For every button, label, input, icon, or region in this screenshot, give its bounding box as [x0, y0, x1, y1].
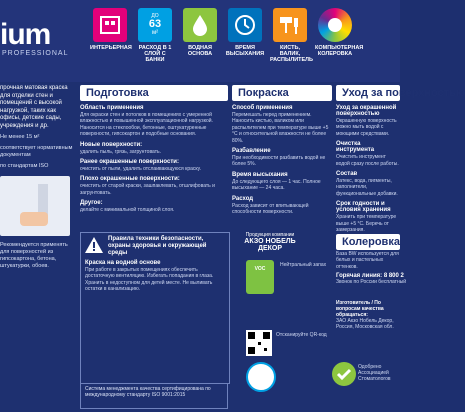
- care-section: [336, 85, 465, 234]
- feature-label: КОМПЬЮТЕРНАЯ КОЛЕРОВКА: [315, 45, 364, 57]
- brand-logo: ium: [0, 18, 51, 51]
- feature-label: ВОДНАЯ ОСНОВА: [187, 45, 213, 57]
- prep-bad-text: очистить от старой краски, зашпаклевать, отшлифовать и загрунтовать.: [80, 183, 215, 196]
- paint-method-text: Перемешать перед применением. Наносить кистью, валиком или распылителем при температуре выше +5 °С и относительной влажности не более 80%.: [232, 112, 329, 144]
- paint-dry-text: До следующего слоя — 1 час. Полное высыхание — 24 часа.: [232, 178, 321, 192]
- hotline-note: Звонок по России бесплатный: [336, 279, 407, 286]
- feature-label: ВРЕМЯ ВЫСЫХАНИЯ: [225, 45, 265, 57]
- qr-text: Отсканируйте QR-код: [276, 332, 327, 338]
- award-label: Одобрено Ассоциацией Стоматологов: [358, 364, 391, 382]
- paint-title: Покраска: [232, 85, 332, 101]
- water-icon: [183, 8, 217, 42]
- coverage-note: Не менее 15 м²: [0, 134, 40, 140]
- prep-old-heading: Ранее окрашенные поверхности:: [80, 159, 179, 166]
- brand-subtitle: PROFESSIONAL: [2, 50, 69, 57]
- feature-label: РАСХОД В 1 СЛОЙ С БАНКИ: [138, 45, 172, 63]
- feature-icons: [90, 8, 400, 80]
- hotline-label: Горячая линия:: [336, 273, 383, 280]
- feature-water: [180, 8, 220, 57]
- coverage-value: 63: [148, 18, 162, 30]
- dry-time-icon: [228, 8, 262, 42]
- care-title: Уход за поверхностью: [336, 85, 400, 101]
- safety-box: [80, 232, 230, 384]
- feature-tinting: [315, 8, 364, 57]
- tint-title: Колеровка: [336, 234, 400, 250]
- prep-other-text: делайте с минимальной толщиной слоя.: [80, 207, 175, 214]
- feature-interior: [90, 8, 130, 51]
- iso-cert: Система менеджмента качества сертифицирована по международному стандарту ISO 9001:2015: [80, 383, 228, 409]
- care-h2: Очистка инструмента: [336, 141, 375, 154]
- tint-section: [336, 234, 407, 286]
- prep-other-heading: Другое:: [80, 200, 103, 207]
- product-description: прочная матовая краска для отделки стен и помещений с высокой нагрузкой, таких как офисы, детские сады, учреждения и др.: [0, 85, 68, 129]
- contacts-text: ЗАО Акзо Нобель Декор, Россия, Московская обл.: [336, 318, 394, 330]
- care-h1: Уход за окрашенной поверхностью: [336, 105, 397, 117]
- tint-text: База BW используется для белых и пастельных оттенков.: [336, 251, 399, 270]
- care-t3: Латекс, вода, пигменты, наполнители, функциональные добавки.: [336, 178, 398, 197]
- usage-note: Рекомендуется применять для поверхностей из гипсокартона, бетона, штукатурки, обоев.: [0, 242, 68, 269]
- care-t2: Очистить инструмент водой сразу после работы.: [336, 154, 399, 167]
- feature-tools: [270, 8, 313, 63]
- prep-section: [80, 85, 228, 214]
- award-seal: [246, 362, 276, 392]
- care-h3: Состав: [336, 171, 358, 178]
- paint-use-heading: Расход: [232, 195, 254, 202]
- tools-icon: [273, 8, 307, 42]
- feature-label: ИНТЕРЬЕРНАЯ: [90, 45, 132, 51]
- paint-dilute-heading: Разбавление: [232, 148, 271, 155]
- paint-use-text: Расход зависит от впитывающей способности поверхности.: [232, 202, 309, 216]
- iso-note: по стандартам ISO: [0, 163, 49, 169]
- tinting-icon: [318, 8, 352, 42]
- application-photo: [0, 176, 70, 236]
- voc-badge: [246, 260, 274, 294]
- coverage-icon: ДО 63 м²: [138, 8, 172, 42]
- safety-title: Правила техники безопасности, охраны здоровья и окружающей среды: [108, 236, 207, 256]
- voc-text: Нейтральный запах: [280, 262, 327, 268]
- contacts: [336, 300, 400, 330]
- safety-subtitle: Краска на водной основе: [85, 260, 161, 266]
- prep-old-text: очистить от пыли, удалить отслаивающуюся краску.: [80, 166, 202, 173]
- producer-brand2: ДЕКОР: [257, 245, 283, 252]
- feature-label: КИСТЬ, ВАЛИК, РАСПЫЛИТЕЛЬ: [270, 45, 313, 63]
- approved-badge: [330, 360, 358, 400]
- care-h4: Срок годности и условия хранения: [336, 201, 391, 214]
- producer-block: [240, 232, 300, 252]
- header: [0, 0, 400, 82]
- prep-area-heading: Область применения: [80, 105, 144, 111]
- interior-icon: [93, 8, 127, 42]
- paint-dry-heading: Время высыхания: [232, 171, 288, 178]
- paint-method-heading: Способ применения: [232, 105, 293, 111]
- coverage-unit: м²: [151, 30, 159, 36]
- producer-line: Продукция компании: [245, 232, 295, 238]
- voc-label: VOC: [254, 266, 266, 272]
- paint-section: [232, 85, 332, 215]
- prep-title: Подготовка: [80, 85, 228, 101]
- prep-new-heading: Новые поверхности:: [80, 141, 143, 148]
- feature-drytime: [225, 8, 265, 57]
- producer-brand: АКЗО НОБЕЛЬ: [244, 238, 296, 245]
- hotline-number[interactable]: 8 800 2: [383, 273, 404, 280]
- feature-coverage: [135, 8, 175, 63]
- prep-bad-heading: Плохо окрашенные поверхности:: [80, 176, 180, 183]
- qr-code[interactable]: [246, 330, 272, 356]
- safety-text: При работе в закрытых помещениях обеспечить достаточную вентиляцию. Избегать попадания в глаза. Хранить в недоступном для детей месте. Не выливать остатки в канализацию.: [85, 267, 214, 293]
- left-description: [0, 85, 76, 412]
- paint-dilute-text: При необходимости разбавить водой не более 5%.: [232, 155, 326, 168]
- norms-note: соответствует нормативным документам: [0, 145, 73, 158]
- care-t4: Хранить при температуре выше +5 °С. Беречь от замерзания.: [336, 214, 397, 234]
- care-t1: Окрашенную поверхность можно мыть водой с моющими средствами.: [336, 118, 397, 137]
- contacts-heading: Изготовитель / По вопросам качества обращаться:: [336, 300, 384, 318]
- warning-icon: [84, 236, 104, 254]
- prep-area-text: Для окраски стен и потолков в помещениях с умеренной влажностью и повышенной эксплуатационной нагрузкой. Наносится на стеклообои, бетонные, оштукатуренные поверхности, гипсокартон и подобные основания.: [80, 112, 213, 138]
- prep-new-text: удалить пыль, грязь, загрунтовать.: [80, 148, 162, 155]
